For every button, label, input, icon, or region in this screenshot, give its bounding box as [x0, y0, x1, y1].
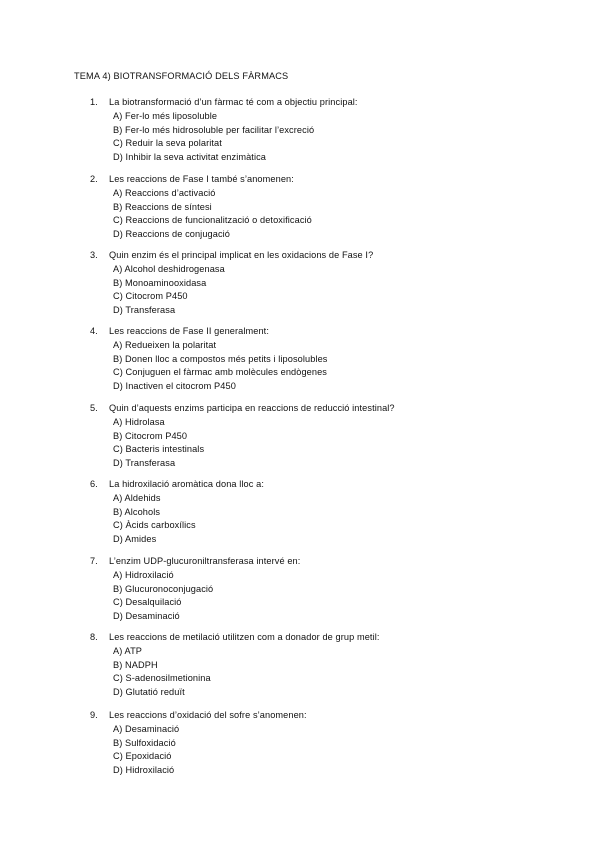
- document-title: TEMA 4) BIOTRANSFORMACIÓ DELS FÀRMACS: [74, 71, 289, 81]
- question-3: [0, 249, 600, 317]
- answer-option: B) Sulfoxidació: [113, 737, 176, 748]
- answer-option: D) Inactiven el citocrom P450: [113, 380, 236, 391]
- answer-option: D) Inhibir la seva activitat enzimàtica: [113, 151, 266, 162]
- answer-option: A) ATP: [113, 646, 143, 656]
- answer-option: C) Citocrom P450: [113, 291, 188, 301]
- answer-option: B) Alcohols: [113, 506, 161, 517]
- question-text: Les reaccions de Fase I també s’anomenen:: [109, 174, 294, 184]
- answer-option: C) Àcids carboxílics: [113, 520, 196, 530]
- question-number: 6.: [90, 479, 98, 489]
- answer-option: C) Conjuguen el fàrmac amb molècules endògenes: [113, 367, 327, 377]
- answer-option: B) Glucuronoconjugació: [113, 583, 214, 594]
- answer-option: D) Reaccions de conjugació: [113, 228, 230, 239]
- question-text: La hidroxilació aromàtica dona lloc a:: [109, 479, 264, 489]
- answer-option: C) S-adenosilmetionina: [113, 673, 211, 683]
- question-2: [0, 173, 600, 241]
- question-number: 5.: [90, 403, 98, 413]
- answer-option: D) Transferasa: [113, 457, 176, 468]
- question-number: 3.: [90, 250, 98, 260]
- question-text: Quin d’aquests enzims participa en reaccions de reducció intestinal?: [109, 403, 395, 413]
- answer-option: A) Aldehids: [113, 493, 161, 503]
- answer-option: A) Desaminació: [113, 724, 180, 734]
- question-9: [0, 709, 600, 777]
- answer-option: D) Amides: [113, 533, 157, 544]
- answer-option: C) Desalquilació: [113, 597, 182, 607]
- answer-option: C) Epoxidació: [113, 751, 172, 761]
- answer-option: D) Desaminació: [113, 610, 180, 621]
- question-5: [0, 402, 600, 470]
- answer-option: C) Reaccions de funcionalització o detoxificació: [113, 215, 312, 225]
- answer-option: B) Donen lloc a compostos més petits i liposolubles: [113, 353, 328, 364]
- answer-option: D) Glutatió reduït: [113, 686, 185, 697]
- answer-option: B) Fer-lo més hidrosoluble per facilitar l’excreció: [113, 124, 315, 135]
- question-text: La biotransformació d’un fàrmac té com a objectiu principal:: [109, 97, 358, 107]
- answer-option: A) Reaccions d’activació: [113, 188, 216, 198]
- answer-option: A) Hidroxilació: [113, 570, 174, 580]
- question-7: [0, 555, 600, 623]
- question-number: 1.: [90, 97, 98, 107]
- question-number: 7.: [90, 556, 98, 566]
- answer-option: C) Bacteris intestinals: [113, 444, 205, 454]
- question-number: 8.: [90, 632, 98, 642]
- question-8: [0, 631, 600, 699]
- question-text: Les reaccions d’oxidació del sofre s’anomenen:: [109, 710, 307, 720]
- question-6: [0, 478, 600, 546]
- answer-option: D) Transferasa: [113, 304, 176, 315]
- answer-option: B) Reaccions de síntesi: [113, 201, 212, 212]
- answer-option: D) Hidroxilació: [113, 764, 175, 775]
- answer-option: C) Reduir la seva polaritat: [113, 138, 222, 148]
- answer-option: B) Citocrom P450: [113, 430, 188, 441]
- question-text: Les reaccions de metilació utilitzen com a donador de grup metil:: [109, 632, 380, 642]
- answer-option: A) Alcohol deshidrogenasa: [113, 264, 225, 274]
- question-text: Quin enzim és el principal implicat en les oxidacions de Fase I?: [109, 250, 374, 260]
- answer-option: A) Redueixen la polaritat: [113, 340, 217, 350]
- answer-option: B) Monoaminooxidasa: [113, 277, 207, 288]
- question-number: 2.: [90, 174, 98, 184]
- answer-option: B) NADPH: [113, 659, 158, 670]
- question-4: [0, 325, 600, 393]
- question-number: 9.: [90, 710, 98, 720]
- answer-option: A) Fer-lo més liposoluble: [113, 111, 218, 121]
- question-text: Les reaccions de Fase II generalment:: [109, 326, 269, 336]
- answer-option: A) Hidrolasa: [113, 417, 165, 427]
- question-number: 4.: [90, 326, 98, 336]
- question-text: L’enzim UDP-glucuroniltransferasa intervé en:: [109, 556, 301, 566]
- question-1: [0, 96, 600, 164]
